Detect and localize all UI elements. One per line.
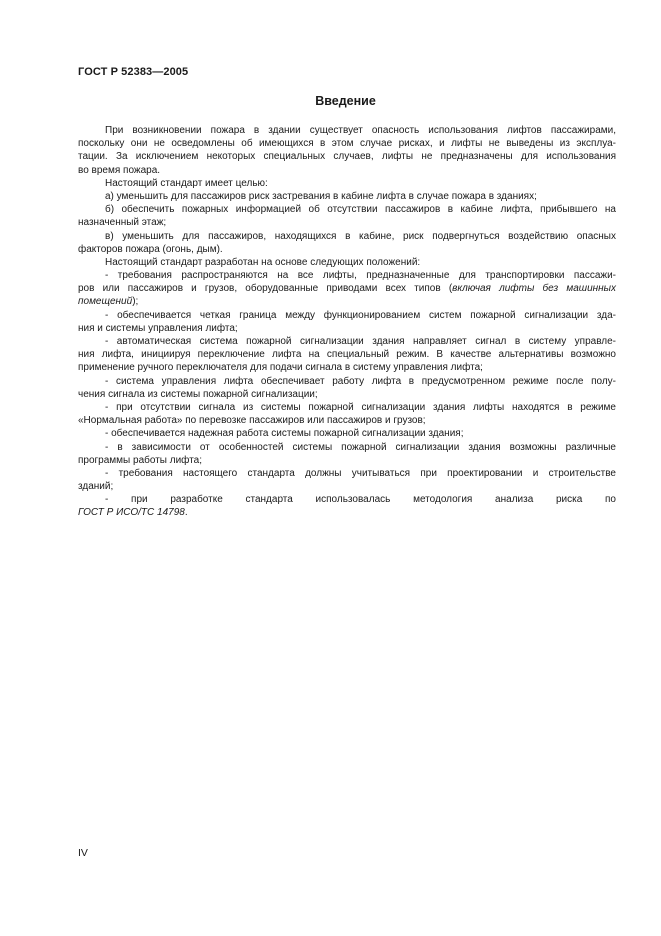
document-header: ГОСТ Р 52383—2005 — [78, 66, 189, 78]
line-text: назначенный этаж; — [78, 217, 167, 229]
line-text: в) уменьшить для пассажиров, находящихся в кабине, риск подвергнуться воздействию опасных — [105, 230, 616, 242]
text-line — [78, 164, 616, 177]
text-line — [78, 322, 616, 335]
text-line — [78, 375, 616, 388]
text-line — [78, 124, 616, 137]
text-line — [78, 361, 616, 374]
page-number: IV — [78, 847, 88, 859]
line-text: - в зависимости от особенностей системы пожарной сигнализации здания возможны различные — [105, 441, 616, 453]
text-line — [78, 309, 616, 322]
line-text: - при разработке стандарта использовалась методология анализа риска по — [105, 494, 616, 506]
text-line — [78, 137, 616, 150]
text-line — [78, 230, 616, 243]
text-line — [78, 150, 616, 163]
line-italic-text: помещений — [78, 296, 133, 308]
text-line — [78, 190, 616, 203]
line-text: - система управления лифта обеспечивает работу лифта в предусмотренном режиме после полу- — [105, 375, 616, 387]
text-line — [78, 203, 616, 216]
line-text: б) обеспечить пожарных информацией об отсутствии пассажиров в кабине лифта, прибывшего на — [105, 204, 616, 216]
line-italic-text: ГОСТ Р ИСО/ТС 14798 — [78, 507, 185, 519]
line-text: применение ручного переключателя для подачи сигнала в систему управления лифта; — [78, 362, 483, 374]
line-text: факторов пожара (огонь, дым). — [78, 243, 223, 255]
line-text: «Нормальная работа» по перевозке пассажиров или пассажиров и грузов; — [78, 415, 426, 427]
text-line — [78, 441, 616, 454]
line-text: программы работы лифта; — [78, 454, 202, 466]
text-line — [78, 335, 616, 348]
line-text: - обеспечивается четкая граница между функционированием систем пожарной сигнализации зда- — [105, 309, 616, 321]
line-text: - требования настоящего стандарта должны учитываться при проектировании и строительстве — [105, 467, 616, 479]
line-trailing-text: ); — [132, 296, 139, 308]
text-line — [78, 216, 616, 229]
line-text: а) уменьшить для пассажиров риск застревания в кабине лифта в случае пожара в зданиях; — [105, 190, 537, 202]
line-text: Настоящий стандарт имеет целью: — [105, 177, 268, 189]
text-line — [78, 282, 616, 295]
line-trailing-text: . — [184, 507, 188, 519]
text-line — [78, 401, 616, 414]
line-text: тации. За исключением некоторых специальных случаев, лифты не предназначены для использования — [78, 151, 616, 163]
text-line — [78, 427, 616, 440]
text-line — [78, 467, 616, 480]
line-text: Настоящий стандарт разработан на основе следующих положений: — [105, 256, 421, 268]
line-text: - обеспечивается надежная работа системы пожарной сигнализации здания; — [105, 428, 464, 440]
line-text: чения сигнала из системы пожарной сигнализации; — [78, 388, 318, 400]
line-text: - при отсутствии сигнала из системы пожарной сигнализации здания лифты находятся в режиме — [105, 401, 616, 413]
text-line — [78, 243, 616, 256]
text-line — [78, 506, 616, 519]
text-line — [78, 269, 616, 282]
body-text — [78, 124, 616, 520]
text-line — [78, 493, 616, 506]
text-line — [78, 414, 616, 427]
text-line — [78, 295, 616, 308]
text-line — [78, 256, 616, 269]
line-text: ния и системы управления лифта; — [78, 322, 238, 334]
line-text: во время пожара. — [78, 164, 161, 176]
text-line — [78, 388, 616, 401]
line-text: зданий; — [78, 481, 114, 493]
text-line — [78, 177, 616, 190]
line-text: поскольку они не осведомлены об имеющихся в этом случае рисках, и лифты не выведены из эксплуа- — [78, 138, 616, 150]
section-title: Введение — [315, 94, 376, 108]
line-italic-text: включая лифты без машинных — [452, 283, 616, 295]
line-text: ров или пассажиров и грузов, оборудованные приводами всех типов ( — [78, 283, 453, 295]
line-text: - автоматическая система пожарной сигнализации здания направляет сигнал в систему управле- — [105, 336, 616, 347]
line-text: - требования распространяются на все лифты, предназначенные для транспортировки пассажи- — [105, 270, 616, 282]
line-text: При возникновении пожара в здании существует опасность использования лифтов пассажирами, — [105, 125, 616, 136]
line-text: ния лифта, инициируя переключение лифта на специальный режим. В качестве альтернативы возможно — [78, 349, 616, 361]
text-line — [78, 348, 616, 361]
text-line — [78, 480, 616, 493]
text-line — [78, 454, 616, 467]
